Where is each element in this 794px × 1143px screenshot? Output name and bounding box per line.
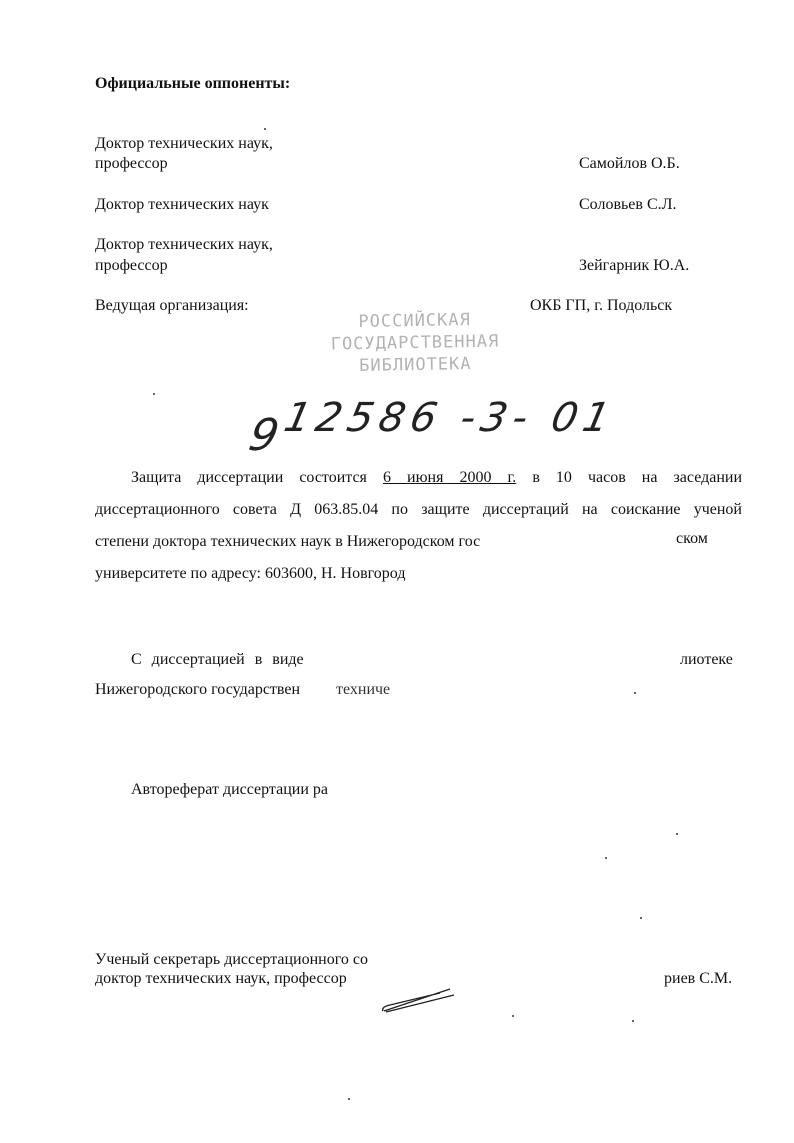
defense-line-3: степени доктора технических наук в Нижегородском гос bbox=[95, 533, 481, 550]
opponent-1-title-line2: профессор bbox=[95, 155, 168, 172]
scan-speck bbox=[512, 1015, 514, 1017]
opponent-3-title-line2: профессор bbox=[95, 257, 168, 274]
opponent-2-title-line1: Доктор технических наук bbox=[95, 196, 269, 213]
scan-speck bbox=[632, 1020, 634, 1022]
secretary-name: риев С.М. bbox=[664, 970, 733, 987]
library-stamp bbox=[299, 308, 530, 378]
handwritten-number: 12586 -3- 01 bbox=[280, 395, 620, 441]
lead-org-label: Ведущая организация: bbox=[95, 297, 249, 314]
defense-line-2: диссертационного совета Д 063.85.04 по защите диссертаций на соискание ученой bbox=[95, 501, 742, 518]
signature bbox=[380, 985, 460, 1015]
opponent-2-name: Соловьев С.Л. bbox=[579, 196, 677, 213]
stamp-line-1: РОССИЙСКАЯ bbox=[358, 310, 471, 332]
secretary-line-2: доктор технических наук, профессор bbox=[95, 970, 347, 987]
defense-line-3-tail: ском bbox=[676, 530, 708, 547]
scan-speck bbox=[676, 833, 678, 835]
defense-paragraph bbox=[95, 462, 742, 590]
library-line-1-tail: лиотеке bbox=[680, 651, 733, 668]
defense-date: 6 июня 2000 г. bbox=[382, 469, 517, 486]
stamp-line-2: ГОСУДАРСТВЕННАЯ bbox=[330, 331, 500, 355]
scan-speck bbox=[634, 692, 636, 694]
lead-org-value: ОКБ ГП, г. Подольск bbox=[530, 297, 673, 314]
opponent-1-name: Самойлов О.Б. bbox=[579, 155, 680, 172]
opponent-1-title-line1: Доктор технических наук, bbox=[95, 135, 273, 152]
opponents-heading: Официальные оппоненты: bbox=[95, 75, 291, 92]
library-line-1: С диссертацией в виде bbox=[131, 651, 304, 668]
stamp-line-3: БИБЛИОТЕКА bbox=[359, 354, 472, 376]
library-line-2: Нижегородского государствен bbox=[95, 681, 301, 698]
defense-line-4: университете по адресу: 603600, Н. Новгород bbox=[95, 565, 406, 582]
opponent-3-title-line1: Доктор технических наук, bbox=[95, 236, 273, 253]
scan-speck bbox=[605, 857, 607, 859]
scan-speck bbox=[153, 393, 155, 395]
opponent-3-name: Зейгарник Ю.А. bbox=[579, 257, 690, 274]
defense-line-1: Защита диссертации состоится 6 июня 2000 г. в 10 часов на заседании bbox=[131, 469, 743, 486]
scan-speck bbox=[348, 1098, 350, 1100]
scan-speck bbox=[264, 128, 266, 130]
library-line-2-fragment: техниче bbox=[336, 681, 391, 698]
handwritten-prefix: 9 bbox=[244, 410, 290, 461]
secretary-line-1: Ученый секретарь диссертационного со bbox=[95, 951, 369, 968]
abstract-line: Автореферат диссертации ра bbox=[131, 781, 329, 798]
scan-speck bbox=[640, 917, 642, 919]
